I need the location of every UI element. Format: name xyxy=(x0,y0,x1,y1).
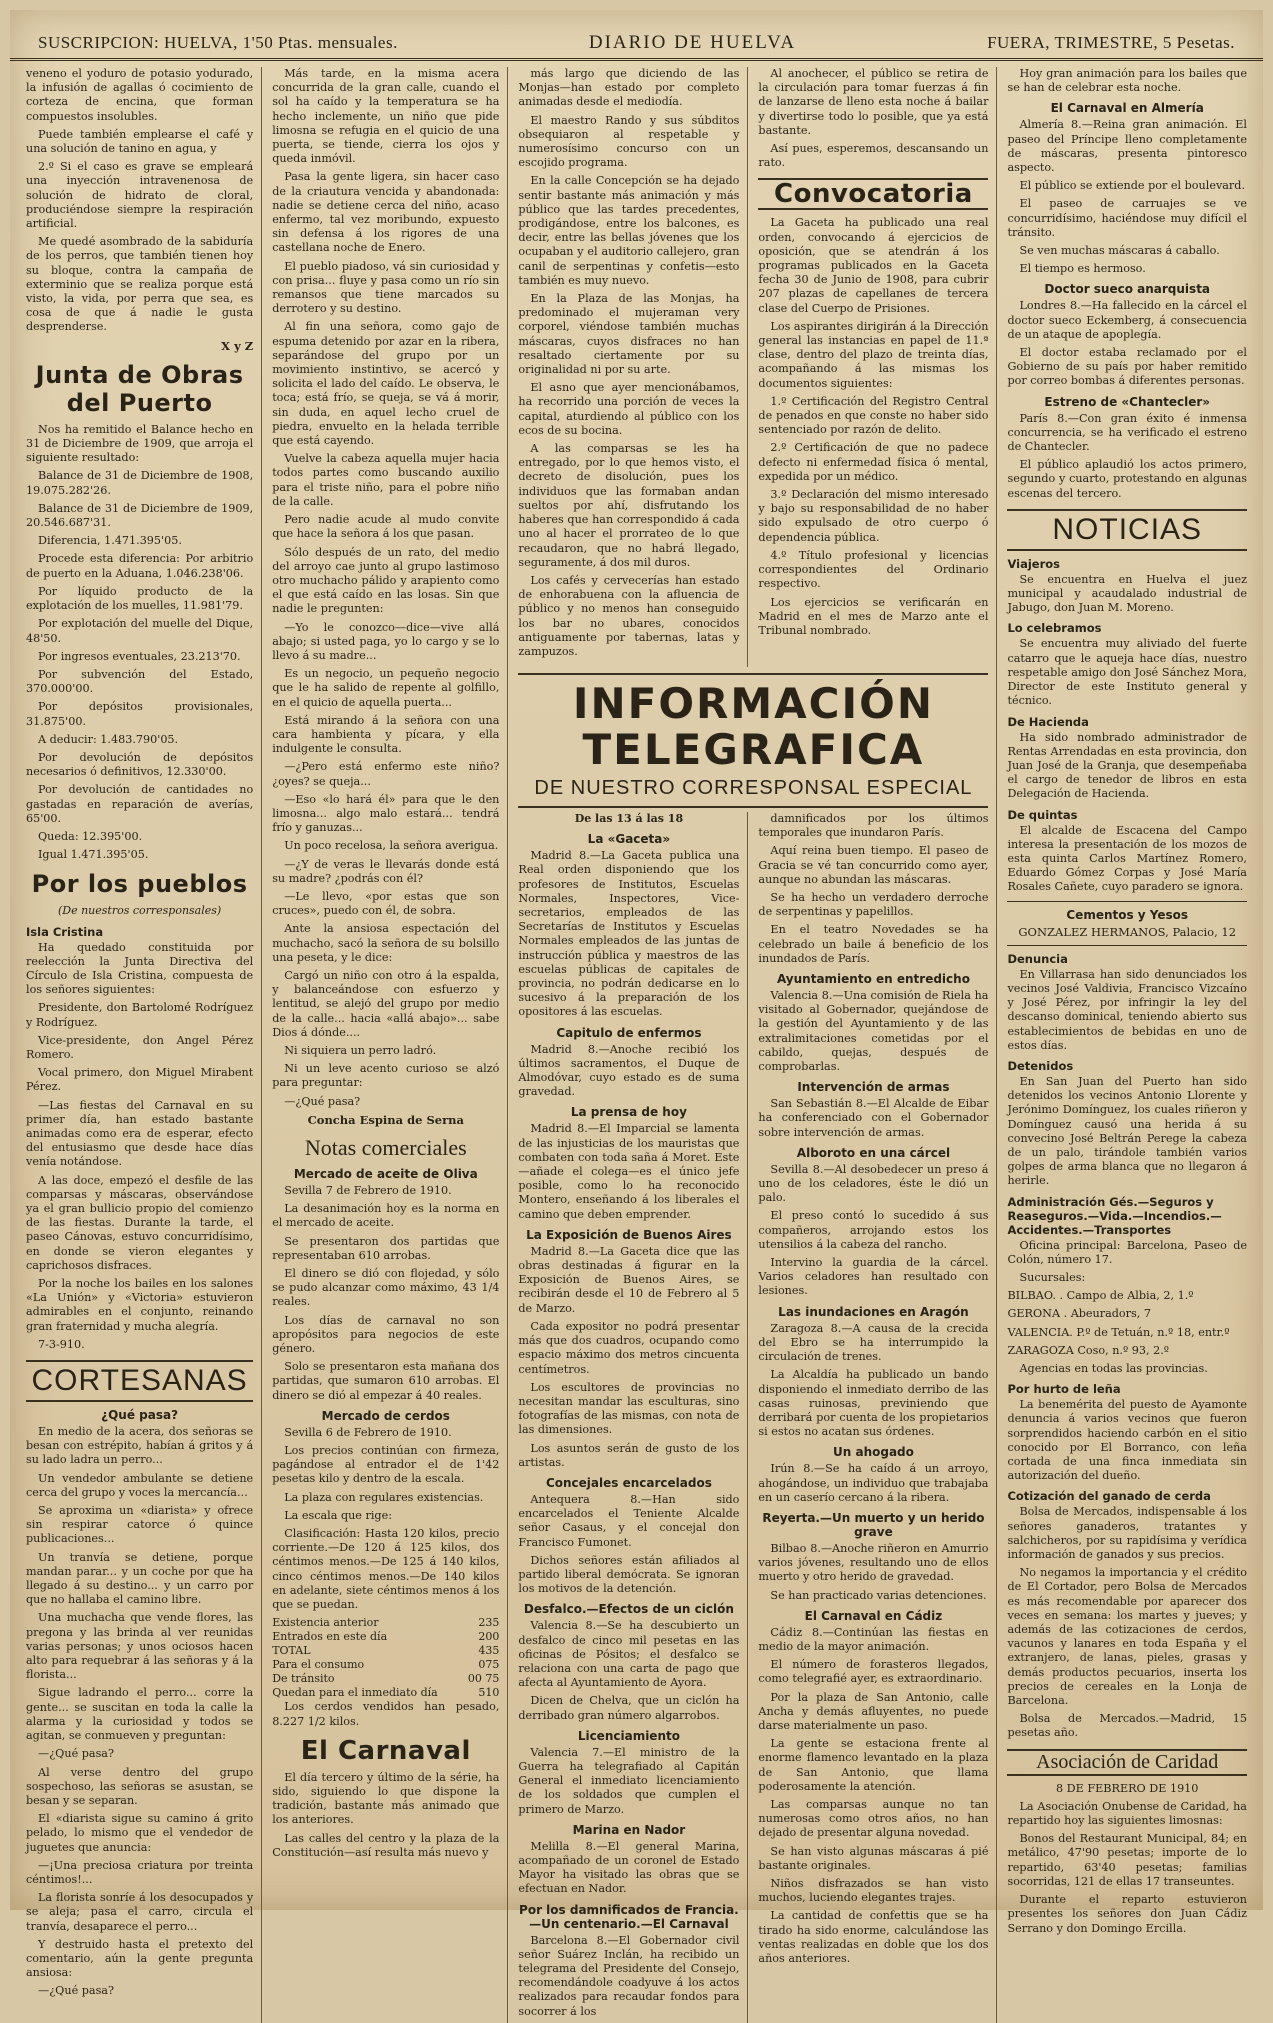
table-row: TOTAL 435 xyxy=(272,1644,500,1658)
paragraph: Una muchacha que vende flores, las pregona y las brinda al ver reunidas varias personas; y unos ociosos hacen alto para requebrar á las señoras y á la florista... xyxy=(26,1611,254,1682)
paragraph: Está mirando á la señora con una cara hambienta y pícara, y ella indulgente le consulta. xyxy=(272,713,500,756)
paragraph: Cada expositor no podrá presentar más que dos cuadros, ocupando como espacio máximo dos metros cincuenta centímetros. xyxy=(518,1319,740,1376)
paragraph: Vuelve la cabeza aquella mujer hacia todos partes como buscando auxilio para el triste niño, para el pobre niño de la calle. xyxy=(272,452,500,508)
paragraph: El día tercero y último de la série, ha sido, siguiendo lo que dispone la tradición, bastante más animado que los anteriores. xyxy=(272,1770,500,1827)
paragraph: La Alcaldía ha publicado un bando disponiendo el inmediato derribo de las casas ruinosas, previniendo que derribará por cuenta de los propietarios si estos no acatan sus órdenes. xyxy=(758,1368,989,1439)
article-heading: Las inundaciones en Aragón xyxy=(778,1304,969,1319)
paragraph: Almería 8.—Reina gran animación. El paseo del Príncipe lleno completamente de máscaras, presenta pintoresco aspecto. xyxy=(1007,118,1247,175)
article-heading: Detenidos xyxy=(1007,1058,1074,1073)
paragraph: Puede también emplearse el café y una solución de tanino en agua, y xyxy=(26,127,254,156)
paragraph: Se aproxima un «diarista» y ofrece sin respirar catorce ó quince publicaciones... xyxy=(26,1504,254,1546)
table-row: Quedan para el inmediato día 510 xyxy=(272,1686,500,1700)
paragraph: El maestro Rando y sus súbditos obsequiaron al respetable y numerosísimo concurso con un escojido programa. xyxy=(518,113,740,170)
advertisement-heading: Administración Gés.—Seguros y Reaseguros.—Vida.—Incendios.—Accidentes.—Transportes xyxy=(1007,1194,1222,1237)
paragraph: Balance de 31 de Diciembre de 1909, 20.546.687'31. xyxy=(26,501,254,530)
paragraph: Igual 1.471.395'05. xyxy=(38,848,149,862)
article-heading: ¿Qué pasa? xyxy=(101,1408,179,1423)
paragraph: El dinero se dió con flojedad, y sólo se pudo alcanzar como máximo, 43 1/4 reales. xyxy=(272,1267,500,1309)
paragraph: Más tarde, en la misma acera concurrida de la gran calle, cuando el sol ha caído y la temperatura se ha hecho inclemente, un niño que pide limosna se refugia en el quicio de una puerta, se tiende, cierra los ojos y queda inmóvil. xyxy=(272,67,500,166)
paragraph: Solo se presentaron esta mañana dos partidas, que sumaron 610 arrobas. El dinero se dió al empezar á 40 reales. xyxy=(272,1360,500,1402)
article-heading: La Exposición de Buenos Aires xyxy=(526,1227,732,1242)
paragraph: Valencia 8.—Una comisión de Riela ha visitado al Gobernador, quejándose de la gestión del Ayuntamiento y de las extralimitaciones cometidas por el cabildo, quejas, después de comprobarlas. xyxy=(758,989,989,1074)
paragraph: Bonos del Restaurant Municipal, 84; en metálico, 47'90 pesetas; importe de lo repartido, 63'40 pesetas; familias socorridas, 121 de ellas 17 transeuntes. xyxy=(1007,1832,1247,1888)
subscription-local: SUSCRIPCION: HUELVA, 1'50 Ptas. mensuales. xyxy=(38,33,398,52)
paragraph: GERONA . Abeuradors, 7 xyxy=(1007,1307,1151,1321)
telegraph-subtitle: DE NUESTRO CORRESPONSAL ESPECIAL xyxy=(534,777,973,799)
signature: X y Z xyxy=(221,338,254,353)
paragraph: más largo que diciendo de las Monjas—han estado por completo animadas desde el mediodía. xyxy=(518,67,740,109)
paragraph: Ante la ansiosa espectación del muchacho, sacó la señora de su bolsillo una peseta, y le dice: xyxy=(272,922,500,964)
paragraph: Bilbao 8.—Anoche riñeron en Amurrio varios jóvenes, resultando uno de ellos muerto y otro herido de gravedad. xyxy=(758,1541,989,1584)
article-heading: Alboroto en una cárcel xyxy=(796,1145,951,1160)
paragraph: Se encuentra en Huelva el juez municipal y acaudalado industrial de Jabugo, don Juan M. Moreno. xyxy=(1007,572,1247,615)
paragraph: Sólo después de un rato, del medio del arroyo cae junto al grupo lastimoso otro muchacho pálido y arapiento como el que está caído en las losas. Sin que nadie le pregunten: xyxy=(272,545,500,616)
article-heading: Intervención de armas xyxy=(797,1080,950,1095)
paragraph: Al anochecer, el público se retira de la circulación para tomar fuerzas á fin de lanzarse de lleno esta noche á bailar y divertirse todo lo posible, que ya está bastante. xyxy=(758,67,989,137)
article-heading: Cotización del ganado de cerda xyxy=(1007,1489,1211,1504)
article-heading: La prensa de hoy xyxy=(570,1105,687,1120)
paragraph: El pueblo piadoso, vá sin curiosidad y con prisa... fluye y pasa como un río sin remansos que tiene marcados su derrotero y su destino. xyxy=(272,259,500,316)
paragraph: Valencia 7.—El ministro de la Guerra ha telegrafiado al Capitán General el inmediato licenciamiento de los soldados que cumplen el primero de Marzo. xyxy=(518,1745,740,1816)
paragraph: Balance de 31 de Diciembre de 1908, 19.075.282'26. xyxy=(26,469,254,497)
paragraph: Ni un leve acento curioso se alzó para preguntar: xyxy=(272,1062,500,1090)
paragraph: La Gaceta ha publicado una real orden, convocando á ejercicios de oposición, que se atendrán á los programas publicados en la Gaceta fecha 30 de Junio de 1908, para cubrir 207 plazas de capellanes de tercera clase del Cuerpo de Prisiones. xyxy=(758,216,989,315)
paragraph: Los cerdos vendidos han pesado, 8.227 1/2 kilos. xyxy=(272,1700,500,1728)
newspaper-page xyxy=(10,10,1263,2018)
paragraph: Queda: 12.395'00. xyxy=(38,829,143,843)
section-heading: Convocatoria xyxy=(758,178,988,210)
paragraph: El alcalde de Escacena del Campo interesa la presentación de los mozos de esta quinta Carlos Martínez Romero, Eduardo Gómez Corpas y José María Rosales Cañete, cuyo paradero se ignora. xyxy=(1007,823,1247,894)
article-heading: Mercado de cerdos xyxy=(321,1408,450,1423)
paragraph: —¿Qué pasa? xyxy=(38,1747,114,1761)
paragraph: En la calle Concepción se ha dejado sentir bastante más animación y más público que las tardes precedentes, prodigándose, entre los balcones, es decir, entre las bellas jóvenes que los ocupaban y el auditorio callejero, gran canil de serpentinas y confetis—esto también es muy nuevo. xyxy=(518,174,740,287)
article-heading: Un ahogado xyxy=(833,1445,914,1460)
paragraph: Nos ha remitido el Balance hecho en 31 de Diciembre de 1909, que arroja el siguiente resultado: xyxy=(26,422,254,465)
paragraph: Sevilla 6 de Febrero de 1910. xyxy=(284,1425,452,1439)
paragraph: Un tranvía se detiene, porque mandan parar... y un coche por que ha llegado á su destino... y un carro por que no hallaba el camino libre. xyxy=(26,1550,254,1607)
article-heading: Por los damnificados de Francia.—Un centenario.—El Carnaval xyxy=(519,1902,739,1931)
pig-market-table xyxy=(272,1616,499,1700)
paragraph: A las comparsas se les ha entregado, por lo que hemos visto, el decreto de disolución, pues los individuos que las formaban andan sueltos por ahí, disfrutando los haberes que han correspondido á cada uno al hacer el prorrateo de lo que recaudaron, que no habrá llegado, seguramente, á dos mil duros. xyxy=(518,442,740,569)
paragraph: La Asociación Onubense de Caridad, ha repartido hoy las siguientes limosnas: xyxy=(1007,1799,1247,1828)
subheading: (De nuestros corresponsales) xyxy=(57,904,222,918)
paragraph: 2.º Si el caso es grave se empleará una inyección intravenenosa de solución de hidrato de cloral, produciéndose siempre la respiración artificial. xyxy=(26,160,254,231)
article-heading: Doctor sueco anarquista xyxy=(1044,282,1211,297)
paragraph: Cádiz 8.—Continúan las fiestas en medio de la mayor animación. xyxy=(758,1625,989,1653)
paragraph: Ha sido nombrado administrador de Rentas Arrendadas en esta provincia, don Juan José de la Granja, que desempeñaba el cargo de tenedor de libros en esta Delegación de Hacienda. xyxy=(1007,730,1247,801)
paragraph: Por depósitos provisionales, 31.875'00. xyxy=(26,700,254,728)
subscription-outside: FUERA, TRIMESTRE, 5 Pesetas. xyxy=(987,33,1235,52)
paragraph: Presidente, don Bartolomé Rodríguez y Rodríguez. xyxy=(26,1001,254,1029)
article-heading: Denuncia xyxy=(1007,951,1068,966)
paragraph: En Villarrasa han sido denunciados los vecinos José Valdivia, Francisco Vizcaíno y José Pérez, por infringir la ley del descanso dominical, teniendo abierto sus establecimientos de bebidas en uno de estos días. xyxy=(1007,967,1247,1052)
article-heading: Capitulo de enfermos xyxy=(556,1025,702,1040)
paragraph: Se ven muchas máscaras á caballo. xyxy=(1019,244,1220,258)
paragraph: —Las fiestas del Carnaval en su primer día, han estado bastante animadas como era de esperar, efecto del entusiasmo que desde hace días venía notándose. xyxy=(26,1098,254,1169)
paragraph: Pasa la gente ligera, sin hacer caso de la criautura vencida y abandonada: nadie se detiene cerca del niño, acaso enfermo, tal vez moribundo, expuesto sin defensa á los rigores de una castellana noche de Enero. xyxy=(272,170,500,255)
article-heading: De quintas xyxy=(1007,807,1078,822)
date-line: 8 DE FEBRERO DE 1910 xyxy=(1056,1781,1199,1795)
paragraph: 1.º Certificación del Registro Central de penados en que conste no haber sido sentenciado por razón de delito. xyxy=(758,394,989,437)
paragraph: Al verse dentro del grupo sospechoso, las señoras se asustan, se besan y se separan. xyxy=(26,1765,254,1807)
article-heading: La «Gaceta» xyxy=(587,832,671,847)
section-heading: Notas comerciales xyxy=(304,1135,467,1161)
paragraph: Por explotación del muelle del Dique, 48'50. xyxy=(26,617,254,645)
paragraph: 3.º Declaración del mismo interesado y bajo su responsabilidad de no haber sido expulsado de otro cuerpo ó dependencia pública. xyxy=(758,488,989,544)
paragraph: —¿Y de veras le llevarás donde está su madre? ¿podrás con él? xyxy=(272,857,500,885)
paragraph: Valencia 8.—Se ha descubierto un desfalco de cinco mil pesetas en las oficinas de Pósitos; el desfalco se relaciona con una carta de pago que afecta al Ayuntamiento de Ayora. xyxy=(518,1619,740,1690)
paragraph: Se encuentra muy aliviado del fuerte catarro que le aqueja hace días, nuestro respetable amigo don José Sánchez Mora, Director de este Instituto general y técnico. xyxy=(1007,637,1247,708)
paragraph: —Eso «lo hará él» para que le den limosna... algo malo estará... tendrá frío y ganuzas... xyxy=(272,792,500,835)
paragraph: Se han practicado varias detenciones. xyxy=(770,1588,987,1602)
paragraph: Sevilla 7 de Febrero de 1910. xyxy=(284,1184,452,1198)
paragraph: —¿Qué pasa? xyxy=(284,1094,361,1108)
paragraph: Bolsa de Mercados, indispensable á los señores ganaderos, tratantes y salchicheros, por su rapidísima y verídica información de ganados y sus precios. xyxy=(1007,1505,1247,1562)
paragraph: Sucursales: xyxy=(1019,1270,1086,1284)
article-heading: Estreno de «Chantecler» xyxy=(1044,394,1211,409)
article-heading: Licenciamiento xyxy=(577,1728,680,1743)
paragraph: Ha quedado constituida por reelección la Junta Directiva del Círculo de Isla Cristina, compuesta de los señores siguientes: xyxy=(26,940,254,997)
paragraph: El asno que ayer mencionábamos, ha recorrido una porción de veces la capital, aturdiendo al público con los ecos de su bocina. xyxy=(518,381,740,437)
paragraph: Por subvención del Estado, 370.000'00. xyxy=(26,667,254,696)
paragraph: Al fin una señora, como gajo de espuma detenido por azar en la ribera, separándose del grupo por un movimiento instintivo, se acercó y solicita el lado del caído. Le observa, le toca; está frío, se queja, se vá á morir, sin duda, en aquel lecho cruel de piedra, envuelto en la helada terrible que está cayendo. xyxy=(272,320,500,448)
paragraph: En San Juan del Puerto han sido detenidos los vecinos Antonio Llorente y Jerónimo Domínguez, los cuales riñeron y Domínguez causó una herida á su convecino José Beltrán Perege la cabeza de un palo, tirándole también varios golpes de arma blanca que no llegaron á herirle. xyxy=(1007,1074,1247,1188)
paragraph: Aquí reina buen tiempo. El paseo de Gracia se vé tan concurrido como ayer, aunque no abundan las máscaras. xyxy=(758,844,989,886)
paragraph: La desanimación hoy es la norma en el mercado de aceite. xyxy=(272,1202,500,1230)
subheading: De las 13 á las 18 xyxy=(574,812,684,825)
paragraph: Los precios continúan con firmeza, pagándose al entrador el de 1'42 pesetas kilo y dentro de la escala. xyxy=(272,1444,500,1486)
paragraph: Sevilla 8.—Al desobedecer un preso á uno de los celadores, éste le dió un palo. xyxy=(758,1162,989,1205)
paragraph: —Yo le conozco—dice—vive allá abajo; si usted paga, yo lo cargo y se lo llevo á su madre... xyxy=(272,620,500,662)
paragraph: Londres 8.—Ha fallecido en la cárcel el doctor sueco Eckemberg, á consecuencia de un ataque de apoplegía. xyxy=(1007,299,1247,341)
paragraph: 4.º Título profesional y licencias correspondientes del Ordinario respectivo. xyxy=(758,548,989,591)
paragraph: veneno el yoduro de potasio yodurado, la infusión de agallas ó cocimiento de corteza de encina, que forman compuestos insolubles. xyxy=(26,67,254,123)
section-heading: Asociación de Caridad xyxy=(1007,1749,1247,1776)
paragraph: VALENCIA. P.º de Tetuán, n.º 18, entr.º xyxy=(1007,1325,1230,1339)
paragraph: El público se extiende por el boulevard. xyxy=(1019,179,1245,193)
article-heading: Desfalco.—Efectos de un ciclón xyxy=(523,1602,734,1617)
paragraph: El doctor estaba reclamado por el Gobierno de su país por haber remitido por correo bombas á diferentes personas. xyxy=(1007,346,1247,388)
masthead xyxy=(10,10,1263,61)
paragraph: Los días de carnaval no son apropósitos para negocios de este género. xyxy=(272,1313,500,1356)
paragraph: Durante el reparto estuvieron presentes los señores don Juan Cádiz Serrano y don Domingo Ercilla. xyxy=(1007,1893,1247,1935)
paragraph: La gente se estaciona frente al enorme flamenco levantado en la plaza de San Antonio, que llama poderosamente la atención. xyxy=(758,1737,989,1793)
paragraph: 2.º Certificación de que no padece defecto ni enfermedad física ó mental, expedida por un médico. xyxy=(758,441,989,483)
paragraph: Niños disfrazados se han visto muchos, luciendo elegantes trajes. xyxy=(758,1876,989,1905)
paragraph: Hoy gran animación para los bailes que se han de celebrar esta noche. xyxy=(1007,67,1247,95)
paragraph: Un poco recelosa, la señora averigua. xyxy=(284,839,499,853)
paragraph: —¿Pero está enfermo este niño? ¿oyes? se queja... xyxy=(272,760,500,788)
paragraph: La benemérita del puesto de Ayamonte denuncia á varios vecinos que fueron sorprendidos haciendo carbón en el sitio conocido por El Borranco, con leña cortada de una finca inmediata sin autorización del dueño. xyxy=(1007,1398,1247,1483)
table-row: Entrados en este día 200 xyxy=(272,1630,500,1644)
column-1 xyxy=(26,67,262,2023)
column-4-bottom xyxy=(758,812,988,2023)
article-heading: Marina en Nador xyxy=(572,1822,686,1837)
paragraph: El «diarista sigue su camino á grito pelado, lo mismo que el vendedor de juguetes que anuncia: xyxy=(26,1812,254,1854)
paragraph: Zaragoza 8.—A causa de la crecida del Ebro se ha interrumpido la circulación de trenes. xyxy=(758,1321,989,1364)
paragraph: Melilla 8.—El general Marina, acompañado de un coronel de Estado Mayor ha visitado las obras que se efectuan en Nador. xyxy=(518,1839,740,1896)
paragraph: Los asuntos serán de gusto de los artistas. xyxy=(518,1441,740,1469)
article-heading: Por hurto de leña xyxy=(1007,1382,1121,1397)
paragraph: Las comparsas aunque no tan numerosas como otros años, no han dejado de presentar alguna novedad. xyxy=(758,1797,989,1840)
paragraph: BILBAO. . Campo de Albia, 2, 1.º xyxy=(1007,1289,1194,1303)
paragraph: Así pues, esperemos, descansando un rato. xyxy=(758,142,989,170)
paragraph: Diferencia, 1.471.395'05. xyxy=(38,534,182,548)
paragraph: Me quedé asombrado de la sabiduría de los perros, que también tienen hoy su bloque, contra la campaña de exterminio que se realiza porque está visto, la vida, por perra que sea, es cosa de que á nadie le gusta desprenderse. xyxy=(26,235,254,334)
paragraph: El preso contó lo sucedido á sus compañeros, arrojando estos los utensilios á la cabeza del rancho. xyxy=(758,1209,989,1251)
paragraph: Dicen de Chelva, que un ciclón ha derribado gran número algarrobos. xyxy=(518,1694,740,1722)
paragraph: Clasificación: Hasta 120 kilos, precio corriente.—De 120 á 125 kilos, dos céntimos menos.—De 125 á 140 kilos, cinco céntimos menos.—De 140 kilos en adelante, siete céntimos menos á los que se puedan. xyxy=(272,1527,500,1612)
paragraph: Pero nadie acude al mudo convite que hace la señora á los que pasan. xyxy=(272,513,500,541)
paragraph: Los aspirantes dirigirán á la Dirección general las instancias en papel de 11.ª clase, dentro del plazo de treinta días, acompañando á las mismas los documentos siguientes: xyxy=(758,319,989,390)
article-heading: Reyerta.—Un muerto y un herido grave xyxy=(762,1510,985,1539)
paragraph: Intervino la guardia de la cárcel. Varios celadores han resultado con lesiones. xyxy=(758,1256,989,1298)
table-row: De tránsito 00 75 xyxy=(272,1672,500,1686)
paragraph: París 8.—Con gran éxito é inmensa concurrencia, se ha verificado el estreno de Chantecler. xyxy=(1007,411,1247,454)
paragraph: Por la plaza de San Antonio, calle Ancha y demás afluyentes, no puede darse materialmente un paso. xyxy=(758,1690,989,1732)
column-5 xyxy=(1007,67,1247,2023)
paragraph: Por líquido producto de la explotación de los muelles, 11.981'79. xyxy=(26,584,254,613)
paragraph: A deducir: 1.483.790'05. xyxy=(38,732,179,746)
table-row: Existencia anterior 235 xyxy=(272,1616,500,1630)
section-heading: CORTESANAS xyxy=(26,1360,253,1402)
telegraph-banner xyxy=(518,673,988,808)
article-heading: Isla Cristina xyxy=(26,924,104,939)
paragraph: Madrid 8.—Anoche recibió los últimos sacramentos, el Duque de Almodóvar, cuyo estado es de suma gravedad. xyxy=(518,1042,740,1099)
paragraph: El número de forasteros llegados, como telegrafié ayer, es extraordinario. xyxy=(758,1658,989,1686)
paragraph: Madrid 8.—La Gaceta dice que las obras destinadas á figurar en la Exposición de Buenos Aires, se recibirán desde el 10 de Febrero al 5 de Marzo. xyxy=(518,1244,740,1315)
paragraph: No negamos la importancia y el crédito de El Cortador, pero Bolsa de Mercados es más recomendable por aparecer dos veces en semana: los martes y jueves; y además de las cotizaciones de cerdos, vacunos y lanares en toda España y el extranjero, de lanas, pieles, grasas y demás productos pecuarios, inserta los precios de cereales en la Lonja de Barcelona. xyxy=(1007,1566,1247,1708)
paragraph: Cargó un niño con otro á la espalda, y balanceándose con esfuerzo y lentitud, se alejó del grupo por medio de la calle... hacia «allá abajo»... sabe Dios á dónde.... xyxy=(272,968,500,1039)
table-row: Para el consumo 075 xyxy=(272,1658,500,1672)
paragraph: La florista sonríe á los desocupados y se aleja; pasa el carro, circula el tranvía, desaparece el perro... xyxy=(26,1891,254,1933)
paragraph: El paseo de carruajes se ve concurridísimo, haciéndose muy difícil el tránsito. xyxy=(1007,197,1247,239)
paragraph: La cantidad de confettis que se ha tirado ha sido enorme, calculándose las ventas realizadas en doble que los dos años anteriores. xyxy=(758,1909,989,1965)
paragraph: Las calles del centro y la plaza de la Constitución—así resulta más nuevo y xyxy=(272,1831,500,1859)
paragraph: Bolsa de Mercados.—Madrid, 15 pesetas año. xyxy=(1007,1712,1247,1740)
signature: Concha Espina de Serna xyxy=(307,1112,464,1127)
column-3-bottom xyxy=(518,812,748,2023)
section-heading: Junta de Obras del Puerto xyxy=(35,360,244,417)
paragraph: Vice-presidente, don Angel Pérez Romero. xyxy=(26,1033,254,1061)
advertisement-heading: Cementos y Yesos xyxy=(1066,907,1189,922)
newspaper-title: DIARIO DE HUELVA xyxy=(588,32,797,53)
paragraph: El tiempo es hermoso. xyxy=(1019,262,1146,276)
paragraph: —Le llevo, «por estas que son cruces», puedo con él, de sobra. xyxy=(272,889,500,918)
paragraph: En medio de la acera, dos señoras se besan con estrépito, habían á gritos y á su lado ladra un perro... xyxy=(26,1425,254,1467)
column-3-top xyxy=(518,67,748,667)
article-heading: Mercado de aceite de Oliva xyxy=(293,1167,478,1182)
paragraph: Irún 8.—Se ha caído á un arroyo, ahogándose, un individuo que trabajaba en un caserío cercano á la ribera. xyxy=(758,1462,989,1504)
article-heading: Ayuntamiento en entredicho xyxy=(776,972,970,987)
paragraph: Por devolución de cantidades no gastadas en reparación de averías, 65'00. xyxy=(26,783,254,825)
paragraph: Vocal primero, don Miguel Mirabent Pérez. xyxy=(26,1066,254,1094)
paragraph: ZARAGOZA Coso, n.º 93, 2.º xyxy=(1007,1343,1170,1357)
paragraph: La plaza con regulares existencias. xyxy=(284,1490,484,1504)
paragraph: La escala que rige: xyxy=(284,1508,392,1522)
paragraph: Procede esta diferencia: Por arbitrio de puerto en la Aduana, 1.046.238'06. xyxy=(26,552,254,580)
paragraph: A las doce, empezó el desfile de las comparsas y máscaras, observándose ya el gran bullicio propio del comienzo de las fiestas. Durante la tarde, el paseo Cánovas, estuvo concurridísimo, en donde se vieron elegantes y caprichosos disfraces. xyxy=(26,1173,254,1272)
paragraph: Los cafés y cervecerías han estado de enhorabuena con la afluencia de público y no menos han conseguido los bar no ubares, conocidos antiguamente por tabernas, latas y zampuzos. xyxy=(518,573,740,658)
paragraph: damnificados por los últimos temporales que inundaron París. xyxy=(758,812,989,840)
telegraph-title: INFORMACIÓN TELEGRAFICA xyxy=(572,679,934,774)
paragraph: Antequera 8.—Han sido encarcelados el Teniente Alcalde señor Casaus, y el concejal don Francisco Fumonet. xyxy=(518,1492,740,1549)
section-heading: NOTICIAS xyxy=(1007,509,1247,551)
section-heading: El Carnaval xyxy=(300,1735,471,1766)
article-heading: Viajeros xyxy=(1007,556,1061,571)
paragraph: 7-3-910. xyxy=(38,1337,85,1351)
advertisement-text: GONZALEZ HERMANOS, Palacio, 12 xyxy=(1018,924,1237,939)
paragraph: En el teatro Novedades se ha celebrado un baile á beneficio de los inundados de París. xyxy=(758,923,989,965)
columns-3-5 xyxy=(518,67,1247,2023)
columns xyxy=(10,61,1263,2018)
paragraph: Barcelona 8.—El Gobernador civil señor Suárez Inclán, ha recibido un telegrama del Presidente del Consejo, recomendándole coadyuve á los actos realizados para recaudar fondos para socorrer á los xyxy=(518,1933,740,2018)
paragraph: Por ingresos eventuales, 23.213'70. xyxy=(38,649,241,663)
paragraph: Un vendedor ambulante se detiene cerca del grupo y voces la mercancía... xyxy=(26,1471,254,1499)
paragraph: Ni siquiera un perro ladró. xyxy=(284,1044,437,1057)
column-2 xyxy=(272,67,508,2023)
paragraph: Se han visto algunas máscaras á pié bastante originales. xyxy=(758,1844,989,1872)
paragraph: Y destruido hasta el pretexto del comentario, aún la gente pregunta ansiosa: xyxy=(26,1937,254,1980)
paragraph: Se ha hecho un verdadero derroche de serpentinas y papelillos. xyxy=(758,891,989,919)
article-heading: El Carnaval en Cádiz xyxy=(804,1608,943,1623)
paragraph: —¿Qué pasa? xyxy=(38,1984,114,1998)
article-heading: Lo celebramos xyxy=(1007,621,1102,636)
divider xyxy=(1007,945,1247,946)
paragraph: Agencias en todas las provincias. xyxy=(1019,1362,1208,1375)
paragraph: Por devolución de depósitos necesarios ó definitivos, 12.330'00. xyxy=(26,750,254,779)
article-heading: De Hacienda xyxy=(1007,714,1089,729)
paragraph: El público aplaudió los actos primero, segundo y cuarto, protestando en algunas escenas del tercero. xyxy=(1007,458,1247,500)
divider xyxy=(1007,901,1247,902)
paragraph: Sigue ladrando el perro... corre la gente... se suscitan en toda la calle la alarma y la curiosidad y todos se agitan, se conmueven y preguntan: xyxy=(26,1686,254,1743)
paragraph: —¡Una preciosa criatura por treinta céntimos!... xyxy=(26,1858,254,1886)
paragraph: Por la noche los bailes en los salones «La Unión» y «Victoria» estuvieron admirables en el conjunto, reinando gran fraternidad y mucha alegría. xyxy=(26,1277,254,1333)
paragraph: Es un negocio, un pequeño negocio que le ha salido de repente al golfillo, en el quicio de aquella puerta... xyxy=(272,667,500,709)
section-heading: Por los pueblos xyxy=(31,870,248,899)
article-heading: El Carnaval en Almería xyxy=(1050,101,1204,116)
paragraph: San Sebastián 8.—El Alcalde de Eibar ha conferenciado con el Gobernador sobre intervención de armas. xyxy=(758,1097,989,1139)
paragraph: Dichos señores están afiliados al partido liberal demócrata. Se ignoran los motivos de la detención. xyxy=(518,1553,740,1596)
paragraph: Los escultores de provincias no necesitan mandar las esculturas, sino fotografías de las mismas, con nota de las dimensiones. xyxy=(518,1380,740,1437)
paragraph: Madrid 8.—La Gaceta publica una Real orden disponiendo que los profesores de Institutos, Escuelas Normales, Inspectores, Vice-secretarios, empleados de las Secretarías de Institutos y Escuelas Normales empleados de las juntas de instrucción pública y maestros de las escuelas públicas de capitales de provincia, no podrán dedicarse en lo sucesivo á la preparación de los opositores á las escuelas. xyxy=(518,849,740,1019)
column-4-top xyxy=(758,67,988,667)
paragraph: Los ejercicios se verificarán en Madrid en el mes de Marzo ante el Tribunal nombrado. xyxy=(758,595,989,637)
article-heading: Concejales encarcelados xyxy=(545,1475,712,1490)
paragraph: Se presentaron dos partidas que representaban 610 arrobas. xyxy=(272,1234,500,1262)
paragraph: Oficina principal: Barcelona, Paseo de Colón, número 17. xyxy=(1007,1238,1247,1266)
paragraph: Madrid 8.—El Imparcial se lamenta de las injusticias de los mauristas que combaten con toda saña á Moret. Este—añade el colega—es el único jefe posible, como lo ha reconocido Montero, enseñando á los liberales el camino que deben emprender. xyxy=(518,1122,740,1221)
paragraph: En la Plaza de las Monjas, ha predominado el mujeraman very corporel, viéndose también muchas máscaras, cuyos disfraces no han resaltado ciertamente por su originalidad ni por su arte. xyxy=(518,292,740,377)
